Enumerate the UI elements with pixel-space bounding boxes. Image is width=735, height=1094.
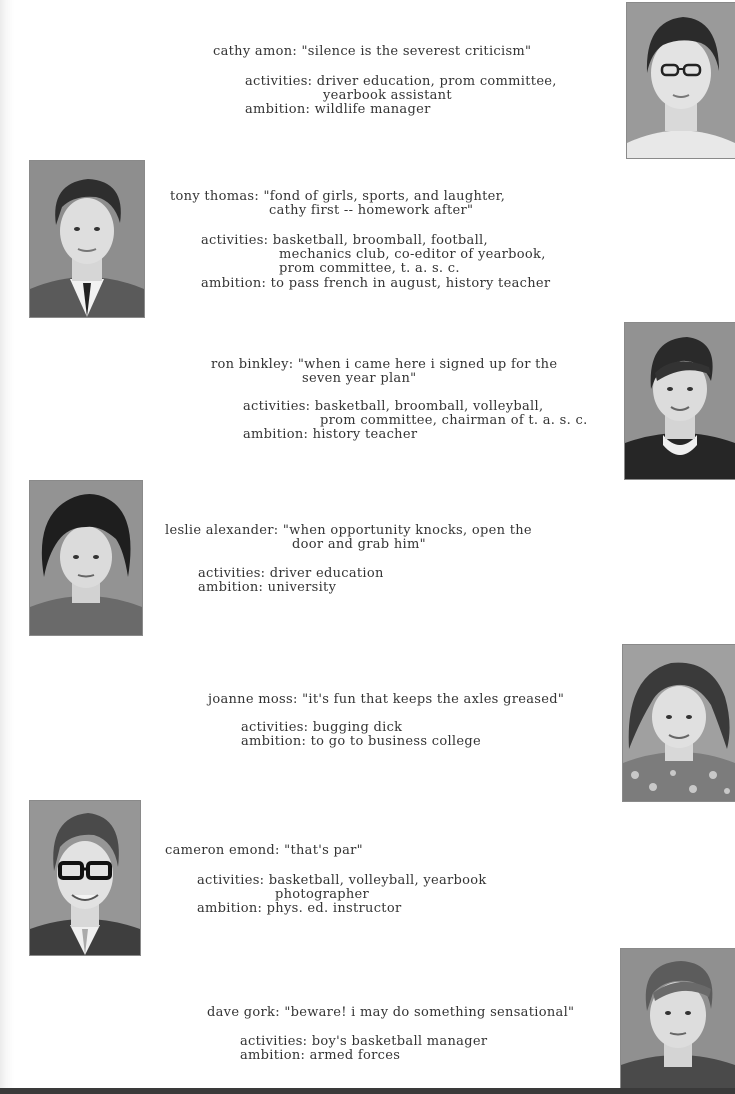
activities-line: photographer xyxy=(275,887,370,902)
student-name: tony thomas xyxy=(170,189,255,204)
student-name: dave gork xyxy=(207,1005,276,1020)
activities-label: activities: xyxy=(197,873,265,888)
activities-line: basketball, broomball, volleyball, xyxy=(314,399,544,414)
page-bottom-edge xyxy=(0,1088,735,1094)
student-name: leslie alexander xyxy=(165,523,274,538)
portrait-photo-joanne-moss xyxy=(622,644,735,802)
portrait-photo-dave-gork xyxy=(620,948,735,1090)
ambition-label: ambition: xyxy=(243,427,309,442)
ambition-label: ambition: xyxy=(198,580,264,595)
ambition-value: to pass french in august, history teacher xyxy=(270,276,551,291)
activities-line: mechanics club, co-editor of yearbook, xyxy=(279,247,546,262)
ambition-label: ambition: xyxy=(245,102,311,117)
student-quote: "when opportunity knocks, open the xyxy=(282,523,532,538)
ambition-value: history teacher xyxy=(312,427,418,442)
ambition-value: wildlife manager xyxy=(314,102,431,117)
activities-line: basketball, volleyball, yearbook xyxy=(268,873,487,888)
student-name: joanne moss xyxy=(208,692,293,707)
student-quote-continued: door and grab him" xyxy=(292,537,426,552)
student-name: cathy amon xyxy=(213,44,293,59)
ambition-value: to go to business college xyxy=(310,734,481,749)
ambition-label: ambition: xyxy=(201,276,267,291)
activities-label: activities: xyxy=(245,74,313,89)
student-name: cameron emond xyxy=(165,843,276,858)
student-quote: "beware! i may do something sensational" xyxy=(284,1005,575,1020)
student-quote: "it's fun that keeps the axles greased" xyxy=(302,692,565,707)
yearbook-page: cathy amon: "silence is the severest criticism" activities: driver education, prom committee, yearbook assistant ambition: wildlife manager tony thomas: "fond of girls, sports, and laughter, cathy first -- homework after" activities: basketball, broomball, football, mechanics club, co-editor of yearbook, prom committee, t. a. s. c. ambition: to pass french in august, history teacher ron binkley: "when i came here i signed up for the seven year plan" activities: basketball, broomball, volleyball, prom committee, chairman of t. a. s. c. ambition: history teacher leslie alexander: "when opportunity knocks, open the door and grab him" activities: driver education ambition: university joanne moss: "it's fun that keeps the axles greased" activities: bugging dick ambition: to go to business college cameron emond: "that's par" activities: basketball, volleyball, yearbook photographer ambition: phys. ed. instructor dave gork: "beware! i may do something sensational" activities: boy's basketball manager ambition: armed forces xyxy=(0,0,735,1094)
ambition-value: phys. ed. instructor xyxy=(266,901,402,916)
ambition-label: ambition: xyxy=(240,1048,306,1063)
ambition-value: university xyxy=(267,580,337,595)
ambition-label: ambition: xyxy=(241,734,307,749)
student-quote: "silence is the severest criticism" xyxy=(301,44,532,59)
portrait-photo-leslie-alexander xyxy=(29,480,143,636)
activities-line: bugging dick xyxy=(312,720,403,735)
portrait-photo-cameron-emond xyxy=(29,800,141,956)
student-quote-continued: seven year plan" xyxy=(302,371,417,386)
student-name: ron binkley xyxy=(211,357,289,372)
portrait-photo-ron-binkley xyxy=(624,322,735,480)
portrait-photo-cathy-amon xyxy=(626,2,735,159)
activities-line: boy's basketball manager xyxy=(311,1034,488,1049)
activities-line: driver education xyxy=(269,566,384,581)
activities-label: activities: xyxy=(198,566,266,581)
activities-line: yearbook assistant xyxy=(323,88,452,103)
activities-line: prom committee, chairman of t. a. s. c. xyxy=(320,413,588,428)
activities-label: activities: xyxy=(243,399,311,414)
ambition-value: armed forces xyxy=(309,1048,401,1063)
activities-line: prom committee, t. a. s. c. xyxy=(279,261,460,276)
activities-line: driver education, prom committee, xyxy=(316,74,557,89)
activities-label: activities: xyxy=(201,233,269,248)
activities-label: activities: xyxy=(240,1034,308,1049)
student-quote: "that's par" xyxy=(284,843,363,858)
student-quote-continued: cathy first -- homework after" xyxy=(269,203,474,218)
activities-label: activities: xyxy=(241,720,309,735)
portrait-photo-tony-thomas xyxy=(29,160,145,318)
student-quote: "fond of girls, sports, and laughter, xyxy=(263,189,506,204)
activities-line: basketball, broomball, football, xyxy=(272,233,488,248)
ambition-label: ambition: xyxy=(197,901,263,916)
student-quote: "when i came here i signed up for the xyxy=(297,357,558,372)
